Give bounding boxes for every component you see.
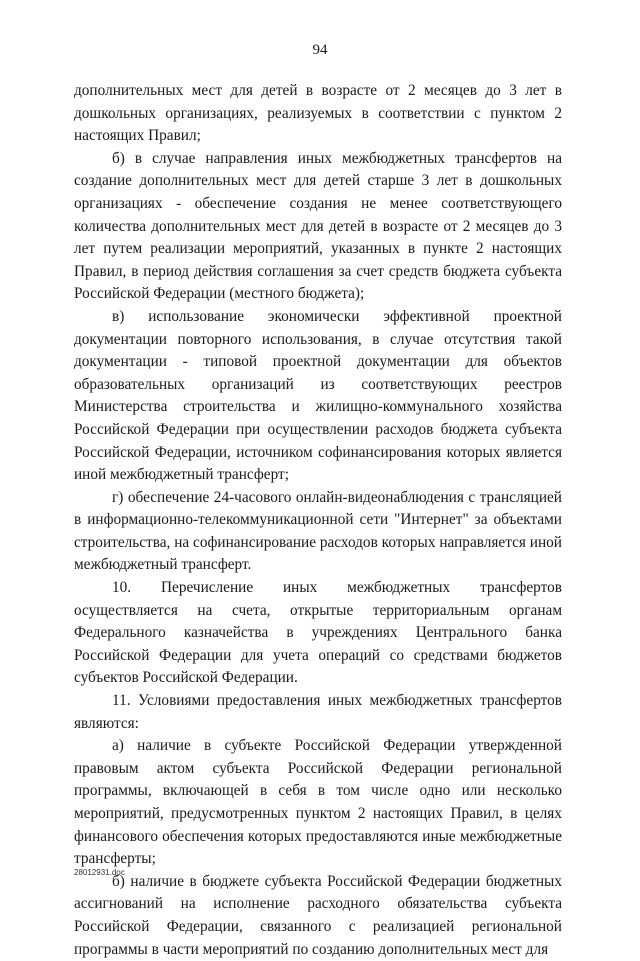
page-number: 94 [312, 42, 328, 58]
document-file-code: 28012931.doc [74, 868, 125, 877]
paragraph-clause-11: 11. Условиями предоставления иных межбюджетных трансфертов являются: [74, 692, 562, 732]
paragraph-item-v: в) использование экономически эффективной проектной документации повторного использования, в случае отсутствия такой документации - типовой проектной документации для объектов образовательных организаций из соответствующих реестров Министерства строительства и жилищно-коммунального хозяйства Российской Федерации при осуществлении расходов бюджета субъекта Российской Федерации, источником софинансирования которых является иной межбюджетный трансферт; [74, 307, 562, 484]
paragraph-continuation: дополнительных мест для детей в возрасте от 2 месяцев до 3 лет в дошкольных организациях, реализуемых в соответствии с пунктом 2 настоящих Правил; [74, 82, 562, 145]
paragraph-clause-10: 10. Перечисление иных межбюджетных трансфертов осуществляется на счета, открытые территориальным органам Федерального казначейства в учреждениях Центрального банка Российской Федерации для учета операций со средствами бюджетов субъектов Российской Федерации. [74, 579, 562, 687]
paragraph-item-a: а) наличие в субъекте Российской Федерации утвержденной правовым актом субъекта Российской Федерации региональной программы, включающей в себя в том числе одно или несколько мероприятий, предусмотренных пунктом 2 настоящих Правил, в целях финансового обеспечения которых предоставляются иные межбюджетные трансферты; [74, 737, 562, 868]
document-body [74, 80, 562, 961]
paragraph-item-b-2: б) наличие в бюджете субъекта Российской Федерации бюджетных ассигнований на исполнение расходного обязательства субъекта Российской Федерации, связанного с реализацией региональной программы в части мероприятий по созданию дополнительных мест для [74, 872, 562, 958]
paragraph-item-b: б) в случае направления иных межбюджетных трансфертов на создание дополнительных мест для детей старше 3 лет в дошкольных организациях - обеспечение создания не менее соответствующего количества дополнительных мест для детей в возрасте от 2 месяцев до 3 лет путем реализации мероприятий, указанных в пункте 2 настоящих Правил, в период действия соглашения за счет средств бюджета субъекта Российской Федерации (местного бюджета); [74, 149, 562, 303]
paragraph-item-g: г) обеспечение 24-часового онлайн-видеонаблюдения с трансляцией в информационно-телекоммуникационной сети "Интернет" за объектами строительства, на софинансирование расходов которых направляется иной межбюджетный трансферт. [74, 488, 562, 574]
